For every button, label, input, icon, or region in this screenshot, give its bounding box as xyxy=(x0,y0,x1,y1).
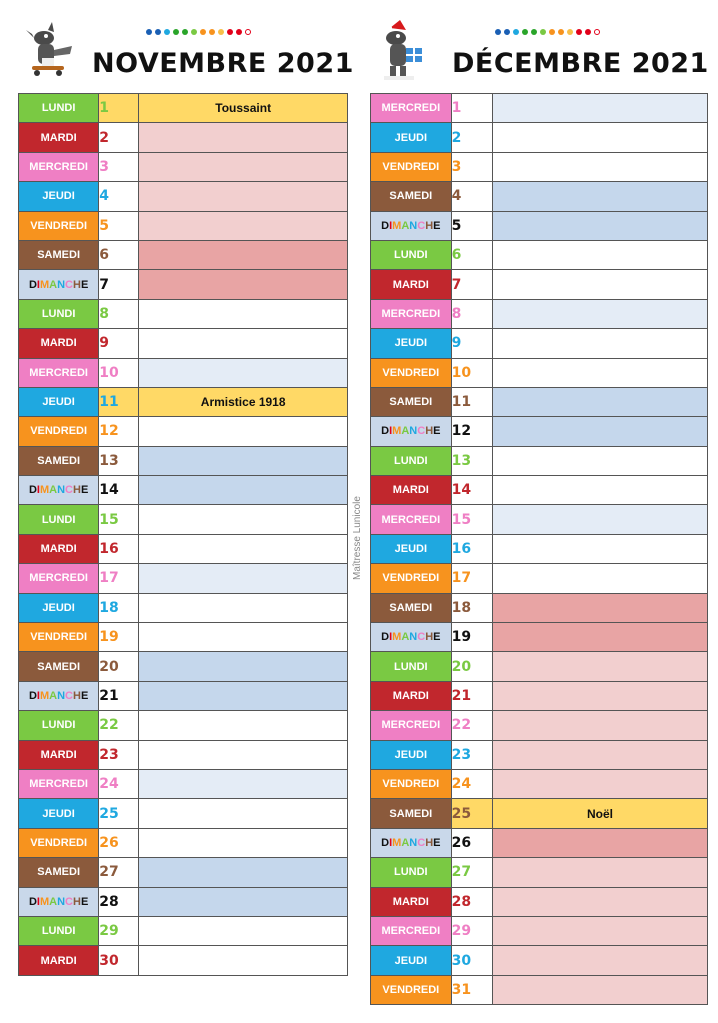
calendar-row xyxy=(371,799,708,828)
calendar-row xyxy=(19,446,348,475)
date-number: 8 xyxy=(99,299,139,328)
date-number: 31 xyxy=(451,975,492,1004)
calendar-row xyxy=(371,240,708,269)
date-number: 30 xyxy=(451,946,492,975)
note-cell[interactable] xyxy=(139,270,348,299)
note-cell[interactable] xyxy=(492,182,707,211)
dot-icon xyxy=(594,29,600,35)
calendar-row xyxy=(19,270,348,299)
calendar-row xyxy=(371,975,708,1004)
calendar-row xyxy=(19,505,348,534)
date-number: 26 xyxy=(451,828,492,857)
note-cell[interactable] xyxy=(492,387,707,416)
dot-icon xyxy=(558,29,564,35)
weekday-cell: MARDI xyxy=(19,946,99,975)
date-number: 29 xyxy=(451,916,492,945)
weekday-cell: MERCREDI xyxy=(371,94,452,123)
date-number: 28 xyxy=(451,887,492,916)
calendar-row xyxy=(19,152,348,181)
calendar-row xyxy=(371,270,708,299)
decorative-dots xyxy=(495,29,600,38)
calendar-row xyxy=(19,564,348,593)
dot-icon xyxy=(504,29,510,35)
note-cell[interactable] xyxy=(139,593,348,622)
weekday-cell: LUNDI xyxy=(371,240,452,269)
weekday-cell: SAMEDI xyxy=(371,799,452,828)
calendar-row xyxy=(371,329,708,358)
note-cell[interactable] xyxy=(139,240,348,269)
weekday-cell: VENDREDI xyxy=(371,152,452,181)
calendar-row xyxy=(19,94,348,123)
note-cell[interactable] xyxy=(492,858,707,887)
calendar-row xyxy=(371,769,708,798)
note-cell[interactable] xyxy=(492,211,707,240)
note-cell[interactable] xyxy=(139,652,348,681)
wolf-on-skateboard-icon xyxy=(24,20,76,84)
weekday-cell: JEUDI xyxy=(371,123,452,152)
calendar-row xyxy=(371,652,708,681)
weekday-cell: MARDI xyxy=(19,329,99,358)
weekday-cell: VENDREDI xyxy=(19,417,99,446)
date-number: 4 xyxy=(451,182,492,211)
dot-icon xyxy=(182,29,188,35)
date-number: 16 xyxy=(451,534,492,563)
note-cell[interactable] xyxy=(139,681,348,710)
weekday-cell: MERCREDI xyxy=(19,564,99,593)
weekday-cell: SAMEDI xyxy=(19,446,99,475)
calendar-row xyxy=(19,534,348,563)
note-cell[interactable] xyxy=(139,564,348,593)
calendar-row xyxy=(19,593,348,622)
calendar-row xyxy=(371,681,708,710)
note-cell[interactable]: Noël xyxy=(492,799,707,828)
november-table xyxy=(18,93,348,976)
calendar-row xyxy=(19,652,348,681)
weekday-cell: DIMANCHE xyxy=(371,623,452,652)
date-number: 10 xyxy=(451,358,492,387)
calendar-row xyxy=(371,387,708,416)
date-number: 9 xyxy=(99,329,139,358)
weekday-cell: JEUDI xyxy=(371,329,452,358)
date-number: 7 xyxy=(451,270,492,299)
weekday-cell: VENDREDI xyxy=(371,564,452,593)
calendar-row xyxy=(371,417,708,446)
note-cell[interactable] xyxy=(139,946,348,975)
date-number: 2 xyxy=(99,123,139,152)
date-number: 24 xyxy=(99,769,139,798)
calendar-row xyxy=(19,299,348,328)
calendar-row xyxy=(371,916,708,945)
note-cell[interactable] xyxy=(139,740,348,769)
calendar-row xyxy=(19,329,348,358)
note-cell[interactable] xyxy=(139,417,348,446)
calendar-row xyxy=(371,299,708,328)
calendar-row xyxy=(19,417,348,446)
dot-icon xyxy=(200,29,206,35)
calendar-row xyxy=(19,828,348,857)
dot-icon xyxy=(531,29,537,35)
weekday-cell: MERCREDI xyxy=(19,769,99,798)
weekday-cell: MARDI xyxy=(371,270,452,299)
weekday-cell: LUNDI xyxy=(19,299,99,328)
note-cell[interactable] xyxy=(492,623,707,652)
date-number: 6 xyxy=(451,240,492,269)
calendar-row xyxy=(19,476,348,505)
weekday-cell: SAMEDI xyxy=(371,387,452,416)
weekday-cell: LUNDI xyxy=(371,446,452,475)
date-number: 26 xyxy=(99,828,139,857)
calendar-row xyxy=(371,446,708,475)
note-cell[interactable] xyxy=(139,887,348,916)
note-cell[interactable] xyxy=(492,975,707,1004)
note-cell[interactable] xyxy=(139,299,348,328)
weekday-cell: SAMEDI xyxy=(371,182,452,211)
date-number: 12 xyxy=(99,417,139,446)
note-cell[interactable] xyxy=(139,534,348,563)
dot-icon xyxy=(585,29,591,35)
calendar-row xyxy=(371,358,708,387)
note-cell[interactable] xyxy=(492,681,707,710)
note-cell[interactable] xyxy=(492,593,707,622)
note-cell[interactable] xyxy=(139,623,348,652)
date-number: 5 xyxy=(99,211,139,240)
calendar-row xyxy=(19,358,348,387)
calendar-row xyxy=(19,946,348,975)
date-number: 17 xyxy=(99,564,139,593)
note-cell[interactable] xyxy=(139,329,348,358)
note-cell[interactable]: Armistice 1918 xyxy=(139,387,348,416)
note-cell[interactable] xyxy=(492,916,707,945)
date-number: 12 xyxy=(451,417,492,446)
note-cell[interactable] xyxy=(492,946,707,975)
calendar-row xyxy=(19,623,348,652)
date-number: 6 xyxy=(99,240,139,269)
weekday-cell: DIMANCHE xyxy=(19,476,99,505)
note-cell[interactable]: Toussaint xyxy=(139,94,348,123)
calendar-row xyxy=(19,681,348,710)
calendar-row xyxy=(371,211,708,240)
date-number: 13 xyxy=(99,446,139,475)
note-cell[interactable] xyxy=(492,476,707,505)
weekday-cell: MARDI xyxy=(371,681,452,710)
calendar-row xyxy=(371,534,708,563)
date-number: 13 xyxy=(451,446,492,475)
calendar-row xyxy=(19,799,348,828)
note-cell[interactable] xyxy=(492,123,707,152)
weekday-cell: DIMANCHE xyxy=(19,887,99,916)
note-cell[interactable] xyxy=(492,270,707,299)
weekday-cell: MERCREDI xyxy=(371,711,452,740)
note-cell[interactable] xyxy=(492,417,707,446)
note-cell[interactable] xyxy=(139,858,348,887)
calendar-row xyxy=(19,711,348,740)
calendar-row xyxy=(371,946,708,975)
weekday-cell: LUNDI xyxy=(19,711,99,740)
calendar-row xyxy=(371,887,708,916)
note-cell[interactable] xyxy=(139,916,348,945)
date-number: 11 xyxy=(451,387,492,416)
weekday-cell: SAMEDI xyxy=(19,858,99,887)
note-cell[interactable] xyxy=(139,211,348,240)
note-cell[interactable] xyxy=(139,182,348,211)
weekday-cell: JEUDI xyxy=(371,946,452,975)
dot-icon xyxy=(495,29,501,35)
dot-icon xyxy=(209,29,215,35)
date-number: 7 xyxy=(99,270,139,299)
date-number: 14 xyxy=(99,476,139,505)
dot-icon xyxy=(236,29,242,35)
note-cell[interactable] xyxy=(492,505,707,534)
weekday-cell: LUNDI xyxy=(19,505,99,534)
date-number: 30 xyxy=(99,946,139,975)
date-number: 25 xyxy=(99,799,139,828)
date-number: 27 xyxy=(99,858,139,887)
date-number: 28 xyxy=(99,887,139,916)
note-cell[interactable] xyxy=(139,152,348,181)
weekday-cell: VENDREDI xyxy=(19,211,99,240)
calendar-row xyxy=(371,828,708,857)
calendar-row xyxy=(371,623,708,652)
weekday-cell: SAMEDI xyxy=(371,593,452,622)
weekday-cell: VENDREDI xyxy=(371,769,452,798)
note-cell[interactable] xyxy=(492,740,707,769)
note-cell[interactable] xyxy=(139,711,348,740)
calendar-row xyxy=(371,711,708,740)
calendar-row xyxy=(371,564,708,593)
dot-icon xyxy=(155,29,161,35)
calendar-row xyxy=(19,123,348,152)
weekday-cell: JEUDI xyxy=(371,534,452,563)
date-number: 4 xyxy=(99,182,139,211)
weekday-cell: DIMANCHE xyxy=(371,828,452,857)
calendar-row xyxy=(19,769,348,798)
date-number: 16 xyxy=(99,534,139,563)
calendar-row xyxy=(371,593,708,622)
date-number: 3 xyxy=(451,152,492,181)
weekday-cell: DIMANCHE xyxy=(371,211,452,240)
date-number: 23 xyxy=(99,740,139,769)
calendar-row xyxy=(19,887,348,916)
calendar-row xyxy=(371,858,708,887)
dot-icon xyxy=(218,29,224,35)
date-number: 23 xyxy=(451,740,492,769)
note-cell[interactable] xyxy=(139,769,348,798)
note-cell[interactable] xyxy=(492,329,707,358)
month-title: NOVEMBRE 2021 xyxy=(92,48,354,79)
note-cell[interactable] xyxy=(492,887,707,916)
weekday-cell: VENDREDI xyxy=(371,358,452,387)
decorative-dots xyxy=(146,29,251,38)
dot-icon xyxy=(567,29,573,35)
wolf-with-gift-icon xyxy=(378,20,430,84)
weekday-cell: JEUDI xyxy=(19,182,99,211)
date-number: 1 xyxy=(99,94,139,123)
weekday-cell: MARDI xyxy=(19,740,99,769)
note-cell[interactable] xyxy=(139,828,348,857)
date-number: 22 xyxy=(451,711,492,740)
date-number: 29 xyxy=(99,916,139,945)
dot-icon xyxy=(191,29,197,35)
calendar-row xyxy=(371,123,708,152)
weekday-cell: MARDI xyxy=(19,534,99,563)
date-number: 19 xyxy=(451,623,492,652)
weekday-cell: VENDREDI xyxy=(371,975,452,1004)
weekday-cell: JEUDI xyxy=(19,799,99,828)
weekday-cell: MERCREDI xyxy=(371,505,452,534)
calendar-row xyxy=(19,211,348,240)
weekday-cell: LUNDI xyxy=(371,858,452,887)
note-cell[interactable] xyxy=(492,152,707,181)
calendar-row xyxy=(371,152,708,181)
date-number: 3 xyxy=(99,152,139,181)
dot-icon xyxy=(227,29,233,35)
date-number: 20 xyxy=(99,652,139,681)
note-cell[interactable] xyxy=(492,240,707,269)
dot-icon xyxy=(549,29,555,35)
dot-icon xyxy=(513,29,519,35)
weekday-cell: MARDI xyxy=(371,476,452,505)
dot-icon xyxy=(576,29,582,35)
dot-icon xyxy=(164,29,170,35)
date-number: 17 xyxy=(451,564,492,593)
december-table xyxy=(370,93,708,1005)
date-number: 27 xyxy=(451,858,492,887)
month-title: DÉCEMBRE 2021 xyxy=(452,48,709,79)
date-number: 18 xyxy=(99,593,139,622)
date-number: 1 xyxy=(451,94,492,123)
weekday-cell: DIMANCHE xyxy=(371,417,452,446)
date-number: 15 xyxy=(451,505,492,534)
dot-icon xyxy=(173,29,179,35)
weekday-cell: MERCREDI xyxy=(19,152,99,181)
note-cell[interactable] xyxy=(139,446,348,475)
weekday-cell: VENDREDI xyxy=(19,828,99,857)
date-number: 5 xyxy=(451,211,492,240)
calendar-row xyxy=(371,182,708,211)
date-number: 11 xyxy=(99,387,139,416)
date-number: 14 xyxy=(451,476,492,505)
weekday-cell: MERCREDI xyxy=(371,916,452,945)
date-number: 25 xyxy=(451,799,492,828)
weekday-cell: DIMANCHE xyxy=(19,270,99,299)
note-cell[interactable] xyxy=(492,564,707,593)
note-cell[interactable] xyxy=(139,476,348,505)
note-cell[interactable] xyxy=(492,446,707,475)
weekday-cell: LUNDI xyxy=(19,94,99,123)
note-cell[interactable] xyxy=(492,299,707,328)
note-cell[interactable] xyxy=(139,799,348,828)
date-number: 8 xyxy=(451,299,492,328)
date-number: 19 xyxy=(99,623,139,652)
dot-icon xyxy=(245,29,251,35)
weekday-cell: MARDI xyxy=(371,887,452,916)
weekday-cell: JEUDI xyxy=(19,593,99,622)
weekday-cell: DIMANCHE xyxy=(19,681,99,710)
note-cell[interactable] xyxy=(492,534,707,563)
note-cell[interactable] xyxy=(139,358,348,387)
calendar-row xyxy=(19,916,348,945)
date-number: 20 xyxy=(451,652,492,681)
calendar-row xyxy=(371,476,708,505)
date-number: 21 xyxy=(451,681,492,710)
calendar-row xyxy=(19,240,348,269)
calendar-row xyxy=(371,740,708,769)
weekday-cell: VENDREDI xyxy=(19,623,99,652)
date-number: 15 xyxy=(99,505,139,534)
dot-icon xyxy=(522,29,528,35)
note-cell[interactable] xyxy=(492,652,707,681)
date-number: 9 xyxy=(451,329,492,358)
calendar-row xyxy=(371,505,708,534)
date-number: 10 xyxy=(99,358,139,387)
note-cell[interactable] xyxy=(492,358,707,387)
calendar-row xyxy=(371,94,708,123)
note-cell[interactable] xyxy=(492,769,707,798)
date-number: 2 xyxy=(451,123,492,152)
weekday-cell: JEUDI xyxy=(371,740,452,769)
dot-icon xyxy=(146,29,152,35)
weekday-cell: MARDI xyxy=(19,123,99,152)
note-cell[interactable] xyxy=(139,123,348,152)
note-cell[interactable] xyxy=(492,711,707,740)
weekday-cell: MERCREDI xyxy=(19,358,99,387)
note-cell[interactable] xyxy=(139,505,348,534)
weekday-cell: LUNDI xyxy=(371,652,452,681)
weekday-cell: LUNDI xyxy=(19,916,99,945)
date-number: 18 xyxy=(451,593,492,622)
calendar-row xyxy=(19,740,348,769)
note-cell[interactable] xyxy=(492,828,707,857)
calendar-row xyxy=(19,182,348,211)
note-cell[interactable] xyxy=(492,94,707,123)
weekday-cell: MERCREDI xyxy=(371,299,452,328)
weekday-cell: JEUDI xyxy=(19,387,99,416)
weekday-cell: SAMEDI xyxy=(19,240,99,269)
dot-icon xyxy=(540,29,546,35)
weekday-cell: SAMEDI xyxy=(19,652,99,681)
calendar-row xyxy=(19,387,348,416)
calendar-row xyxy=(19,858,348,887)
date-number: 24 xyxy=(451,769,492,798)
date-number: 21 xyxy=(99,681,139,710)
date-number: 22 xyxy=(99,711,139,740)
credit-watermark: Maîtresse Lunicole xyxy=(352,496,363,580)
